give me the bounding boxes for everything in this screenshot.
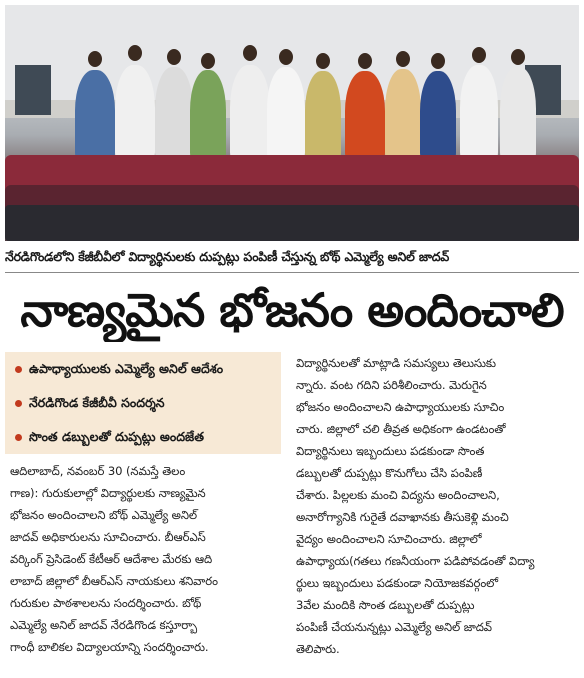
article-line: 3వేల మందికి సొంత డబ్బులతో దుప్పట్లు — [296, 598, 475, 612]
headline: నాణ్యమైన భోజనం అందించాలి — [20, 283, 564, 337]
article-line: ఎమ్మెల్యే అనిల్ జాదవ్ నేరడిగొండ కస్తూర్బా — [10, 618, 198, 632]
article-line: విద్యార్థినులతో మాట్లాడి సమస్యలు తెలుసుకు — [296, 356, 496, 370]
article-line: చేశారు. పిల్లలకు మంచి విద్యను అందించాలని, — [296, 488, 500, 502]
bullet-icon — [15, 400, 22, 407]
article-column-left — [10, 460, 280, 672]
article-line: చారు. జిల్లాలో చలి తీవ్రత అధికంగా ఉండటంతో — [296, 422, 506, 436]
article-line: పంపిణీ చేయనున్నట్లు ఎమ్మెల్యే అనిల్ జాదవ్ — [296, 620, 492, 634]
highlight-item: సొంత డబ్బులతో దుప్పట్లు అందజేత — [5, 420, 281, 454]
article-line: అనారోగ్యానికి గురైతే దవాఖానకు తీసుకెళ్లి మంచి — [296, 510, 509, 524]
divider — [5, 272, 579, 273]
article-line: డబ్బులతో దుప్పట్లు కొనుగోలు చేసి పంపిణీ — [296, 466, 483, 480]
article-line: గురుకుల పాఠశాలలను సందర్శించారు. బోథ్ — [10, 596, 202, 610]
article-line: ఉపాధ్యాయ(గతలు గణనీయంగా పడిపోవడంతో విద్యా — [296, 554, 535, 568]
article-line: తెలిపారు. — [296, 642, 340, 656]
article-line: జాదవ్ అధికారులను సూచించారు. బీఆర్ఎస్ — [10, 530, 206, 544]
article-column-right — [296, 352, 579, 672]
article-line: గాంధీ బాలికల విద్యాలయాన్ని సందర్శించారు. — [10, 640, 209, 654]
highlights-box — [5, 352, 281, 454]
highlight-item: నేరడిగొండ కేజీబీవీ సందర్శన — [5, 386, 281, 420]
article-line: వర్కింగ్ ప్రెసిడెంట్ కేటీఆర్ ఆదేశాల మేరకు ఆది — [10, 552, 213, 566]
highlight-item: ఉపాధ్యాయులకు ఎమ్మెల్యే అనిల్ ఆదేశం — [5, 352, 281, 386]
article-line: భోజనం అందించాలని బోథ్ ఎమ్మెల్యే అనిల్ — [10, 508, 197, 522]
article-line: ఆదిలాబాద్, నవంబర్ 30 (నమస్తే తెలం — [10, 464, 186, 478]
article-line: ర్థులు ఇబ్బందులు పడకుండా నియోజకవర్గంలో — [296, 576, 498, 590]
article-line: లాబాద్ జిల్లాలో బీఆర్ఎస్ నాయకులు శనివారం — [10, 574, 218, 588]
article-line: గాణ): గురుకులాల్లో విద్యార్థులకు నాణ్యమైన — [10, 486, 206, 500]
news-photo — [5, 5, 579, 241]
article-line: విద్యార్థినులు ఇబ్బందులు పడకుండా సొంత — [296, 444, 485, 458]
bullet-icon — [15, 434, 22, 441]
bullet-icon — [15, 366, 22, 373]
article-line: వైద్యం అందించాలని సూచించారు. జిల్లాలో — [296, 532, 482, 546]
article-line: భోజనం అందించాలని ఉపాధ్యాయులకు సూచిం — [296, 400, 505, 414]
photo-caption: నేరడిగొండలోని కేజీబీవీలో విద్యార్థినులకు దుప్పట్లు పంపిణీ చేస్తున్న బోథ్ ఎమ్మెల్యే అనిల్ జాదవ్ — [5, 249, 450, 264]
article-line: న్నారు. వంట గదిని పరిశీలించారు. మెరుగైన — [296, 378, 487, 392]
